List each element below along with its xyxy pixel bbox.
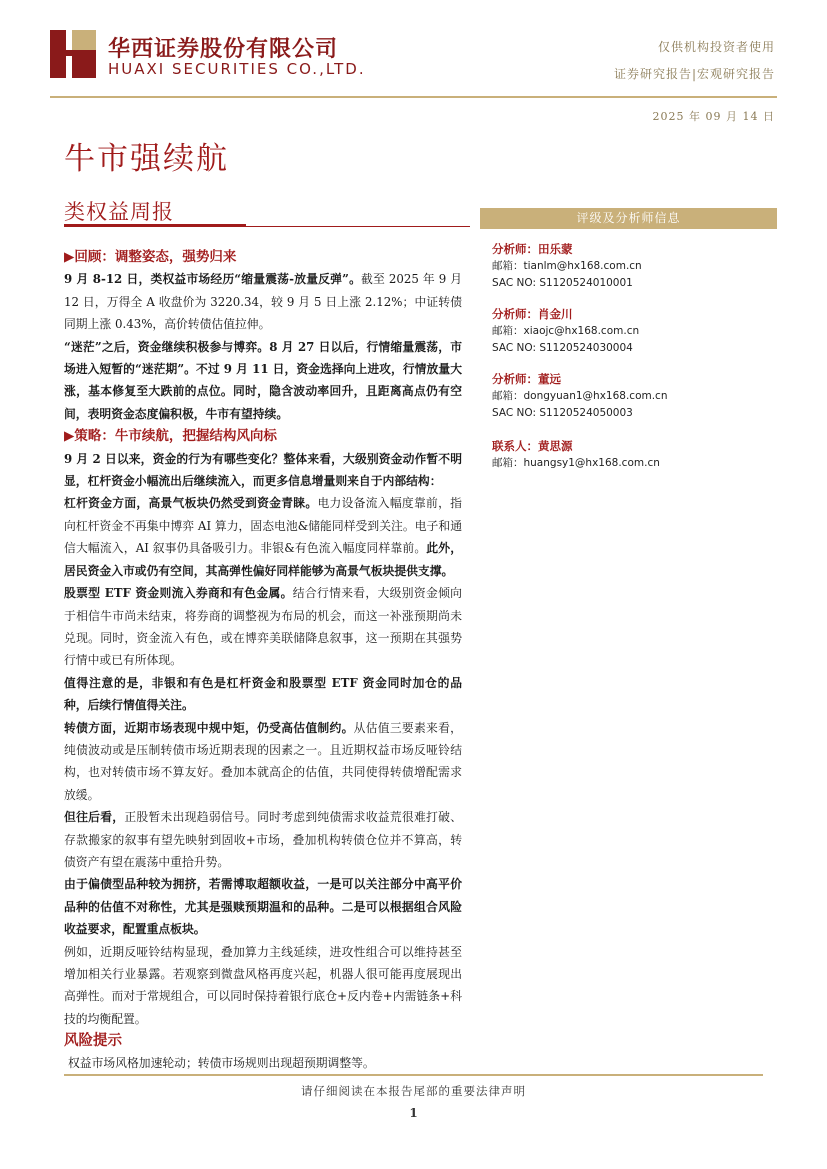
- strategy-paragraph-5: [64, 717, 462, 807]
- strategy-p5-bold: 转债方面，近期市场表现中规中矩，仍受高估值制约。: [64, 720, 354, 735]
- subtitle-underline: [64, 224, 246, 227]
- analyst-card: [492, 241, 777, 292]
- analyst-name: 分析师：田乐蒙: [492, 242, 573, 256]
- strategy-p3-bold: 股票型 ETF 资金则流入券商和有色金属。: [64, 586, 293, 601]
- strategy-p6-bold: 但往后看，: [64, 810, 125, 825]
- company-name-cn: 华西证券股份有限公司: [108, 37, 339, 62]
- strategy-paragraph-4: [64, 672, 462, 717]
- strategy-p3-text: 结合行情来看，大级别资金倾向于相信牛市尚未结束，将券商的调整视为布局的机会，而这一补涨预期尚未兑现。同时，资金流入有色，或在博弈美联储降息叙事，这一预期在其强势行情中或已有所体现。: [64, 586, 462, 668]
- strategy-paragraph-7: [64, 873, 462, 940]
- analyst-email: 邮箱：xiaojc@hx168.com.cn: [492, 325, 640, 337]
- section-review-heading: ▶回顾：调整姿态，强势归来: [64, 249, 237, 265]
- contact-email: 邮箱：huangsy1@hx168.com.cn: [492, 457, 660, 469]
- sidebar-title: 评级及分析师信息: [480, 208, 777, 229]
- analyst-name: 分析师：肖金川: [492, 307, 573, 321]
- review-paragraph-1: [64, 268, 462, 335]
- subtitle-underline-thin: [246, 226, 470, 227]
- report-body: [64, 246, 462, 1075]
- strategy-p2-bold2: 此外，居民资金入市或仍有空间，其高弹性偏好同样能够为高景气板块提供支撑。: [64, 541, 462, 578]
- report-date: 2025 年 09 月 14 日: [652, 110, 775, 123]
- strategy-p7-bold: 由于偏债型品种较为拥挤，若需博取超额收益，一是可以关注部分中高平价品种的估值不对称性，尤其是强赎预期温和的品种。二是可以根据组合风险收益要求，配置重点板块。: [64, 877, 462, 937]
- analyst-name: 分析师：董远: [492, 372, 561, 386]
- analyst-sidebar: [480, 208, 777, 472]
- review-p2-bold: “迷茫”之后，资金继续积极参与博弈。8 月 27 日以后，行情缩量震荡，市场进入短暂的“迷茫期”。不过 9 月 11 日，资金选择向上进攻，行情放量大涨，基本修复至大跌前的点位。同时，隐含波动率回升，且距离高点仍有空间，表明资金态度偏积极，牛市有望持续。: [64, 339, 462, 421]
- contact-name: 联系人：黄思源: [492, 439, 573, 453]
- review-p1-text: 截至 2025 年 9 月 12 日，万得全 A 收盘价为 3220.34，较 9 月 5 日上涨 2.12%；中证转债同期上涨 0.43%，高价转债估值拉伸。: [64, 272, 462, 332]
- legal-disclaimer: 请仔细阅读在本报告尾部的重要法律声明: [301, 1084, 526, 1098]
- footer-divider: [64, 1074, 763, 1076]
- strategy-p2-bold: 杠杆资金方面，高景气板块仍然受到资金青睐。: [64, 496, 318, 511]
- strategy-paragraph-8: 例如，近期反哑铃结构显现，叠加算力主线延续，进攻性组合可以维持甚至增加相关行业暴露。若观察到微盘风格再度兴起，机器人很可能再度展现出高弹性。而对于常规组合，可以同时保持着银行底仓+反内卷+内需链条+科技的均衡配置。: [64, 944, 462, 1026]
- strategy-paragraph-6: [64, 806, 462, 873]
- analyst-email: 邮箱：tianlm@hx168.com.cn: [492, 260, 642, 272]
- strategy-p5-text: 从估值三要素来看，纯债波动或是压制转债市场近期表现的因素之一。且近期权益市场反哑铃结构，也对转债市场不算友好。叠加本就高企的估值，共同使得转债增配需求放缓。: [64, 720, 462, 802]
- investor-tag: 仅供机构投资者使用: [657, 40, 775, 54]
- company-name-en: HUAXI SECURITIES CO.,LTD.: [108, 60, 366, 78]
- report-subtitle: 类权益周报: [64, 200, 174, 224]
- section-strategy-heading: ▶策略：牛市续航，把握结构风向标: [64, 428, 277, 445]
- risk-text: 权益市场风格加速轮动；转债市场规则出现超预期调整等。: [68, 1056, 375, 1071]
- strategy-p4-bold: 值得注意的是，非银和有色是杠杆资金和股票型 ETF 资金同时加仓的品种，后续行情值得关注。: [64, 675, 462, 713]
- review-paragraph-2: [64, 336, 462, 426]
- strategy-paragraph-1: [64, 448, 462, 493]
- review-p1-bold: 9 月 8-12 日，类权益市场经历“缩量震荡-放量反弹”。: [64, 272, 362, 287]
- analyst-sac: SAC NO: S1120524030004: [492, 342, 633, 354]
- strategy-paragraph-3: [64, 582, 462, 672]
- risk-heading: 风险提示: [64, 1032, 122, 1050]
- analyst-sac: SAC NO: S1120524010001: [492, 277, 633, 289]
- company-logo: [50, 30, 370, 80]
- header-divider: [50, 96, 777, 98]
- report-type-tag: 证券研究报告|宏观研究报告: [613, 67, 775, 81]
- page-number: 1: [409, 1106, 418, 1120]
- strategy-p6-text: 正股暂未出现趋弱信号。同时考虑到纯债需求收益荒很难打破、存款搬家的叙事有望先映射到固收+市场，叠加机构转债仓位并不算高，转债资产有望在震荡中重拾升势。: [64, 810, 462, 869]
- strategy-paragraph-2: [64, 492, 462, 582]
- analyst-email: 邮箱：dongyuan1@hx168.com.cn: [492, 390, 668, 402]
- analyst-card: [492, 371, 777, 422]
- analyst-sac: SAC NO: S1120524050003: [492, 407, 633, 419]
- contact-card: [492, 438, 777, 472]
- analyst-card: [492, 306, 777, 357]
- strategy-p2-text: 电力设备流入幅度靠前，指向杠杆资金不再集中博弈 AI 算力，固态电池&储能同样受到关注。电子和通信大幅流入，AI 叙事仍具备吸引力。非银&有色流入幅度同样靠前。: [64, 496, 462, 556]
- strategy-p1-bold: 9 月 2 日以来，资金的行为有哪些变化？整体来看，大级别资金动作暂不明显，杠杆资金小幅流出后继续流入，而更多信息增量则来自于内部结构：: [64, 451, 462, 489]
- huaxi-logo-icon: [50, 30, 96, 78]
- report-title: 牛市强续航: [64, 141, 229, 177]
